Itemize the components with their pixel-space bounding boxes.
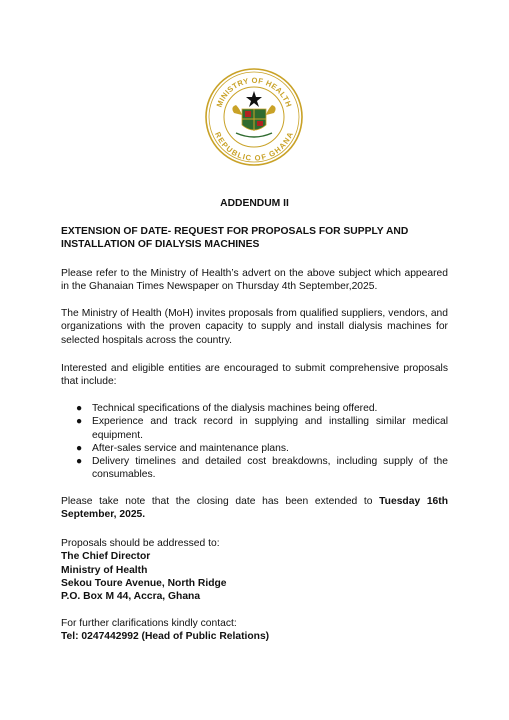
contact-telephone: Tel: 0247442992 (Head of Public Relations) bbox=[61, 631, 270, 643]
list-item: ● Experience and track record in supplying and installing similar medical equipment. bbox=[76, 416, 448, 441]
address-block bbox=[61, 537, 448, 603]
list-item: ● Delivery timelines and detailed cost breakdowns, including supply of the consumables. bbox=[76, 456, 448, 481]
paragraph-advert-reference: Please refer to the Ministry of Health’s advert on the above subject which appeared in the Ghanaian Times Newspaper on Thursday 4th September,2025. bbox=[61, 268, 448, 293]
address-line: P.O. Box M 44, Accra, Ghana bbox=[61, 591, 201, 603]
bullet-icon: ● bbox=[76, 403, 83, 414]
bullet-icon: ● bbox=[76, 416, 83, 428]
address-line: Sekou Toure Avenue, North Ridge bbox=[61, 577, 227, 589]
addendum-title: ADDENDUM II bbox=[220, 198, 289, 209]
closing-date: Tuesday 16th September, 2025. bbox=[61, 496, 448, 521]
contact-intro: For further clarifications kindly contact: bbox=[61, 618, 237, 629]
paragraph-closing-date bbox=[61, 495, 448, 522]
ministry-of-health-seal bbox=[204, 67, 304, 167]
address-line: Ministry of Health bbox=[61, 564, 148, 576]
closing-date-prefix: Please take note that the closing date has been extended to bbox=[61, 496, 380, 507]
svg-text:MINISTRY OF HEALTH: MINISTRY OF HEALTH bbox=[214, 75, 294, 109]
heading: EXTENSION OF DATE- REQUEST FOR PROPOSALS FOR SUPPLY AND INSTALLATION OF DIALYSIS MACHINES bbox=[61, 226, 409, 251]
bullet-icon: ● bbox=[76, 456, 83, 468]
svg-text:REPUBLIC OF GHANA: REPUBLIC OF GHANA bbox=[213, 130, 295, 163]
paragraph-proposal-requirements: Interested and eligible entities are encouraged to submit comprehensive proposals that include: bbox=[61, 363, 448, 388]
requirements-list bbox=[61, 402, 448, 482]
address-intro: Proposals should be addressed to: bbox=[61, 538, 220, 549]
address-line: The Chief Director bbox=[61, 551, 151, 563]
list-item: ● After-sales service and maintenance plans. bbox=[76, 442, 289, 454]
paragraph-invitation: The Ministry of Health (MoH) invites proposals from qualified suppliers, vendors, and organizations with the proven capacity to supply and install dialysis machines for selected hospitals across the country. bbox=[61, 308, 448, 346]
list-item: ● Technical specifications of the dialysis machines being offered. bbox=[76, 403, 378, 414]
contact-block bbox=[61, 617, 448, 644]
bullet-icon: ● bbox=[76, 442, 83, 454]
